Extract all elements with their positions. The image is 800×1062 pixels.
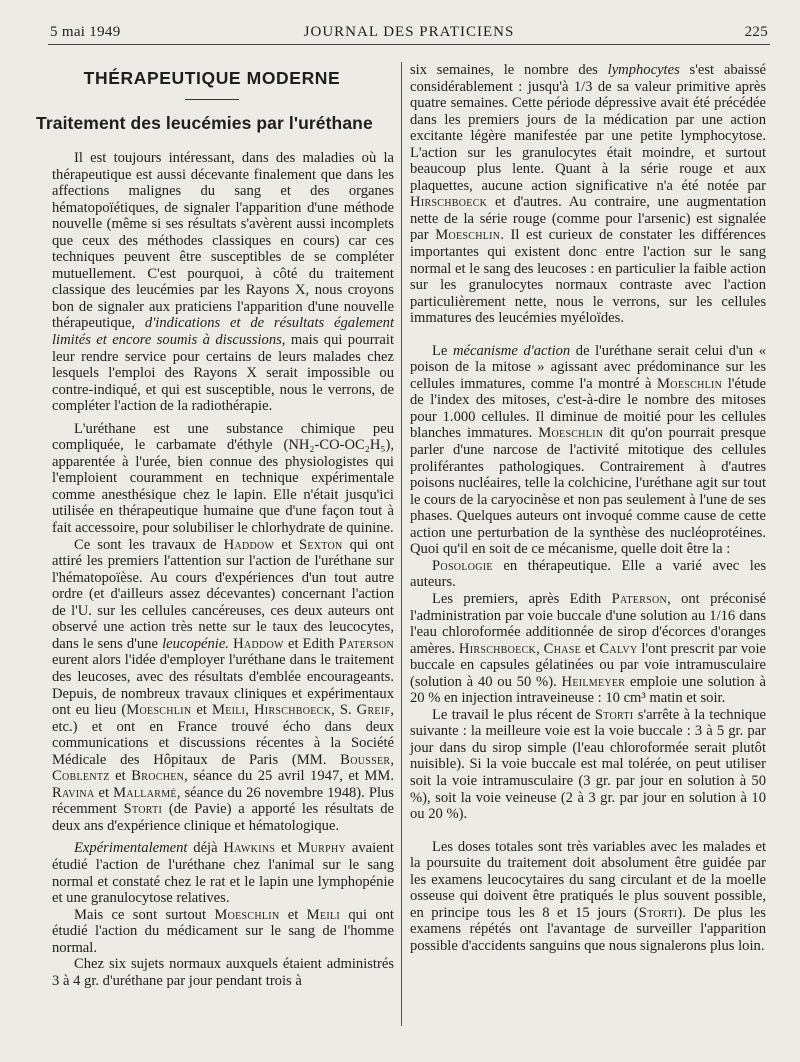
paragraph-history: Ce sont les travaux de Haddow et Sexton qui ont attiré les premiers l'attention sur l'action de l'uréthane sur l'hématopoïèse. Au cours d'expériences d'un tout autre ordre (et d'ailleurs assez décevantes) concernant l'action de l'U. sur les cellules cancéreuses, ces deux auteurs ont observé une action très nette sur le taux des leucocytes, dans le sens d'une leucopénie. Haddow et Edith Paterson eurent alors l'idée d'employer l'uréthane dans le traitement des leucoses, avec des résultats d'emblée encourageants. Depuis, de nombreux travaux cliniques et expérimentaux ont eu lieu (Moeschlin et Meili, Hirschboeck, S. Greif, etc.) et ont en France trouvé écho dans deux communications et discussions récentes à la Société Médicale des Hôpitaux de Paris (MM. Bousser, Coblentz et Brochen, séance du 25 avril 1947, et MM. Ravina et Mallarmé, séance du 26 novembre 1948). Plus récemment Storti (de Pavie) a apporté les résultats de deux ans d'expérience clinique et hématologique. (52, 536, 395, 834)
left-column (30, 62, 394, 989)
paragraph-mechanism: Le mécanisme d'action de l'uréthane serait celui d'un « poison de la mitose » agissant avec prédominance sur les cellules immatures, comme l'a montré à Moeschlin l'étude de l'index des mitoses, c'est-à-dire le nombre des mitoses pour 1.000 cellules. Il diminue de moitié pour les cellules blanches immatures. Moeschlin dit qu'on pourrait presque parler d'une narcose de l'activité mitotique des cellules proliférantes pathologiques. Contrairement à d'autres poisons nucléaires, telle la colchicine, l'uréthane agit sur tout le cours de la caryocinèse et non pas seulement à l'une de ses phases. Quelques auteurs ont invoqué comme cause de cette action une perturbation de la synthèse des nucléoprotéines. Quoi qu'il en soit de ce mécanisme, quelle doit être la : (410, 342, 766, 558)
rubric-rule (185, 99, 239, 100)
column-divider (401, 62, 402, 1026)
issue-date: 5 mai 1949 (50, 24, 121, 40)
paragraph-six-subjects: Chez six sujets normaux auxquels étaient administrés 3 à 4 gr. d'uréthane par jour pendant trois à (52, 956, 394, 989)
paragraph-intro: Il est toujours intéressant, dans des maladies où la thérapeutique est aussi décevante finalement que dans les affections malignes du sang et des organes hématopoïétiques, de signaler l'apparition d'une méthode nouvelle (même si ses résultats s'avèrent aussi incomplets que ceux des méthodes classiques en cours) car ces techniques peuvent être susceptibles de se compléter mutuellement. C'est pourquoi, à côté du traitement classique des leucémies par les Rayons X, nous croyons bon de signaler aux praticiens l'apparition d'une nouvelle thérapeutique, d'indications et de résultats également limités et encore soumis à discussions, mais qui pourrait leur rendre service pour certains de leurs malades chez lesquels l'emploi des Rayons X serait impossible ou contre-indiqué, et qui est susceptible, nous le verrons, de compléter l'action de la radiothérapie. (52, 150, 394, 415)
paragraph-normal-blood: Mais ce sont surtout Moeschlin et Meili qui ont étudié l'action du médicament sur le sang de l'homme normal. (52, 906, 394, 956)
paragraph-posology: Posologie en thérapeutique. Elle a varié avec les auteurs. (410, 557, 766, 591)
right-column (410, 62, 766, 954)
article-title: Traitement des leucémies par l'uréthane (36, 113, 373, 133)
section-rubric: THÉRAPEUTIQUE MODERNE (83, 68, 341, 88)
paragraph-urethane-definition: L'uréthane est une substance chimique peu compliquée, le carbamate d'éthyle (NH₂-CO-OC₂H₅), apparentée à l'urée, bien connue des physiologistes qui l'emploient couramment en technique expérimentale comme anesthésique chez le lapin. Elle n'était jusqu'ici utilisée en thérapeutique humaine que d'une façon tout à fait accessoire, pour solubiliser le chlorhydrate de quinine. (52, 420, 394, 537)
paragraph-doses: Les doses totales sont très variables avec les malades et la poursuite du traitement doit absolument être guidée par les examens leucocytaires du sang circulant et de la moelle osseuse qui doivent être pratiqués le plus souvent possible, en principe tous les 8 et 15 jours (Storti). De plus les examens répétés ont l'avantage de surveiller l'apparition possible d'accidents sanguins que nous signalerons plus loin. (410, 838, 766, 954)
paragraph-experimental: Expérimentalement déjà Hawkins et Murphy avaient étudié l'action de l'uréthane chez l'animal sur le sang normal et constaté chez le rat et le lapin une lymphopénie et une granulocytose relatives. (52, 840, 394, 907)
paragraph-first-authors: Les premiers, après Edith Paterson, ont préconisé l'administration par voie buccale d'une solution au 1/16 dans l'eau chloroformée additionnée de sirop d'écorces d'oranges amères. Hirschboeck, Chase et Calvy l'ont prescrit par voie buccale en capsules gélatinées ou par voie intramusculaire (solution à 40 ou 50 %). Heilmeyer emploie une solution à 20 % en injection intraveineuse : 10 cm³ matin et soir. (410, 590, 767, 707)
page-number: 225 (744, 24, 768, 40)
running-header (48, 22, 770, 45)
journal-title: JOURNAL DES PRATICIENS (303, 24, 515, 40)
paragraph-lymphocytes: six semaines, le nombre des lymphocytes s'est abaissé considérablement : jusqu'à 1/3 de sa valeur primitive après quatre semaines. Cette période dépressive avait été précédée dans les premiers jours de la médication par une action excitante légère manifestée par une petite lymphocytose. L'action sur les granulocytes était moindre, et surtout beaucoup plus lente. Quant à la série rouge et aux plaquettes, aucune action significative n'a été notée par Hirschboeck et d'autres. Au contraire, une augmentation nette de la série rouge (comme pour l'arsenic) est signalée par Moeschlin. Il est curieux de constater les différences importantes qui existent donc entre l'action sur le sang normal et le sang des leucoses : en particulier la faible action sur les granulocytes normaux contraste avec l'action particulièrement nette, nous le verrons, sur les cellules immatures des leucémies myéloïdes. (410, 62, 766, 327)
paragraph-storti: Le travail le plus récent de Storti s'arrête à la technique suivante : la meilleure voie est la voie buccale : 3 à 5 gr. par jour dans du sirop simple (l'eau chloroformée serait plutôt nuisible). Si la voie buccale est mal tolérée, on peut utiliser soit la voie intramusculaire (3 gr. par jour en solution à 50 %), soit la voie veineuse (2 à 3 gr. par jour en solution à 10 ou 20 %). (410, 706, 766, 823)
